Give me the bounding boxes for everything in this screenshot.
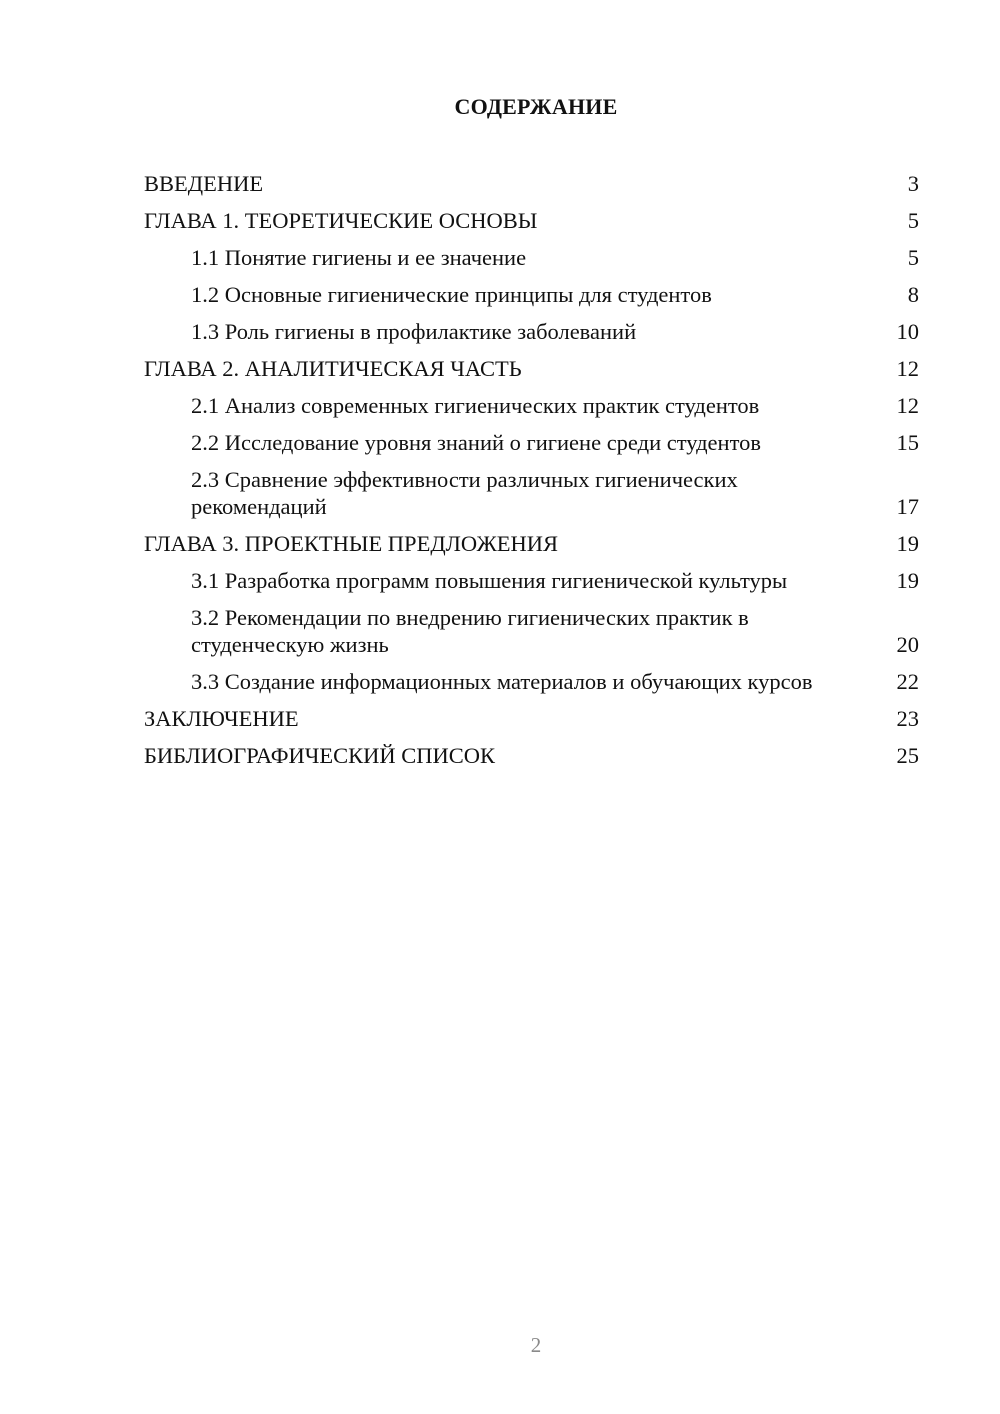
toc-entry-page: 23 [896, 706, 919, 731]
toc-entry-text: ВВЕДЕНИЕ [144, 171, 264, 196]
toc-entry-chapter-3[interactable] [144, 530, 919, 557]
toc-entry-section-3-3[interactable] [144, 668, 919, 695]
toc-entry-page: 19 [896, 531, 919, 556]
toc-entry-text: ГЛАВА 1. ТЕОРЕТИЧЕСКИЕ ОСНОВЫ [144, 208, 538, 233]
toc-entry-text: 1.3 Роль гигиены в профилактике заболеваний [191, 319, 637, 344]
toc-entry-page: 15 [896, 430, 919, 455]
toc-entry-text: 3.1 Разработка программ повышения гигиенической культуры [191, 568, 788, 593]
toc-entry-page: 25 [896, 743, 919, 768]
page-title: СОДЕРЖАНИЕ [454, 94, 618, 119]
toc-entry-text: ЗАКЛЮЧЕНИЕ [144, 706, 299, 731]
toc-entry-introduction[interactable] [144, 170, 919, 197]
toc-entry-text: 2.1 Анализ современных гигиенических практик студентов [191, 393, 760, 418]
toc-entry-text: 2.2 Исследование уровня знаний о гигиене среди студентов [191, 430, 761, 455]
toc-entry-text: БИБЛИОГРАФИЧЕСКИЙ СПИСОК [144, 743, 496, 768]
toc-entry-text: 3.2 Рекомендации по внедрению гигиенических практик в студенческую жизнь [191, 605, 749, 657]
toc-entry-page: 22 [896, 669, 919, 694]
toc-entry-page: 5 [907, 245, 919, 270]
toc-entry-section-3-1[interactable] [144, 567, 919, 594]
toc-entry-text: 3.3 Создание информационных материалов и обучающих курсов [191, 669, 813, 694]
toc-entry-section-2-3[interactable] [144, 466, 919, 520]
toc-entry-page: 20 [896, 632, 919, 657]
toc-entry-page: 5 [907, 208, 919, 233]
toc-entry-text: 1.1 Понятие гигиены и ее значение [191, 245, 527, 270]
toc-entry-page: 8 [907, 282, 919, 307]
toc-entry-conclusion[interactable] [144, 705, 919, 732]
table-of-contents [144, 170, 919, 779]
toc-entry-page: 10 [896, 319, 919, 344]
toc-entry-page: 19 [896, 568, 919, 593]
toc-entry-text: ГЛАВА 3. ПРОЕКТНЫЕ ПРЕДЛОЖЕНИЯ [144, 531, 559, 556]
toc-entry-text: ГЛАВА 2. АНАЛИТИЧЕСКАЯ ЧАСТЬ [144, 356, 522, 381]
toc-entry-section-1-3[interactable] [144, 318, 919, 345]
page-number: 2 [530, 1333, 542, 1357]
toc-entry-section-2-1[interactable] [144, 392, 919, 419]
toc-entry-text: 1.2 Основные гигиенические принципы для студентов [191, 282, 712, 307]
toc-entry-section-1-1[interactable] [144, 244, 919, 271]
toc-entry-page: 12 [896, 356, 919, 381]
toc-entry-bibliography[interactable] [144, 742, 919, 769]
toc-entry-section-2-2[interactable] [144, 429, 919, 456]
toc-entry-page: 12 [896, 393, 919, 418]
toc-entry-page: 17 [896, 494, 919, 519]
toc-entry-chapter-1[interactable] [144, 207, 919, 234]
toc-entry-section-3-2[interactable] [144, 604, 919, 658]
toc-entry-page: 3 [907, 171, 919, 196]
toc-entry-chapter-2[interactable] [144, 355, 919, 382]
toc-entry-text: 2.3 Сравнение эффективности различных гигиенических рекомендаций [191, 467, 738, 519]
toc-entry-section-1-2[interactable] [144, 281, 919, 308]
